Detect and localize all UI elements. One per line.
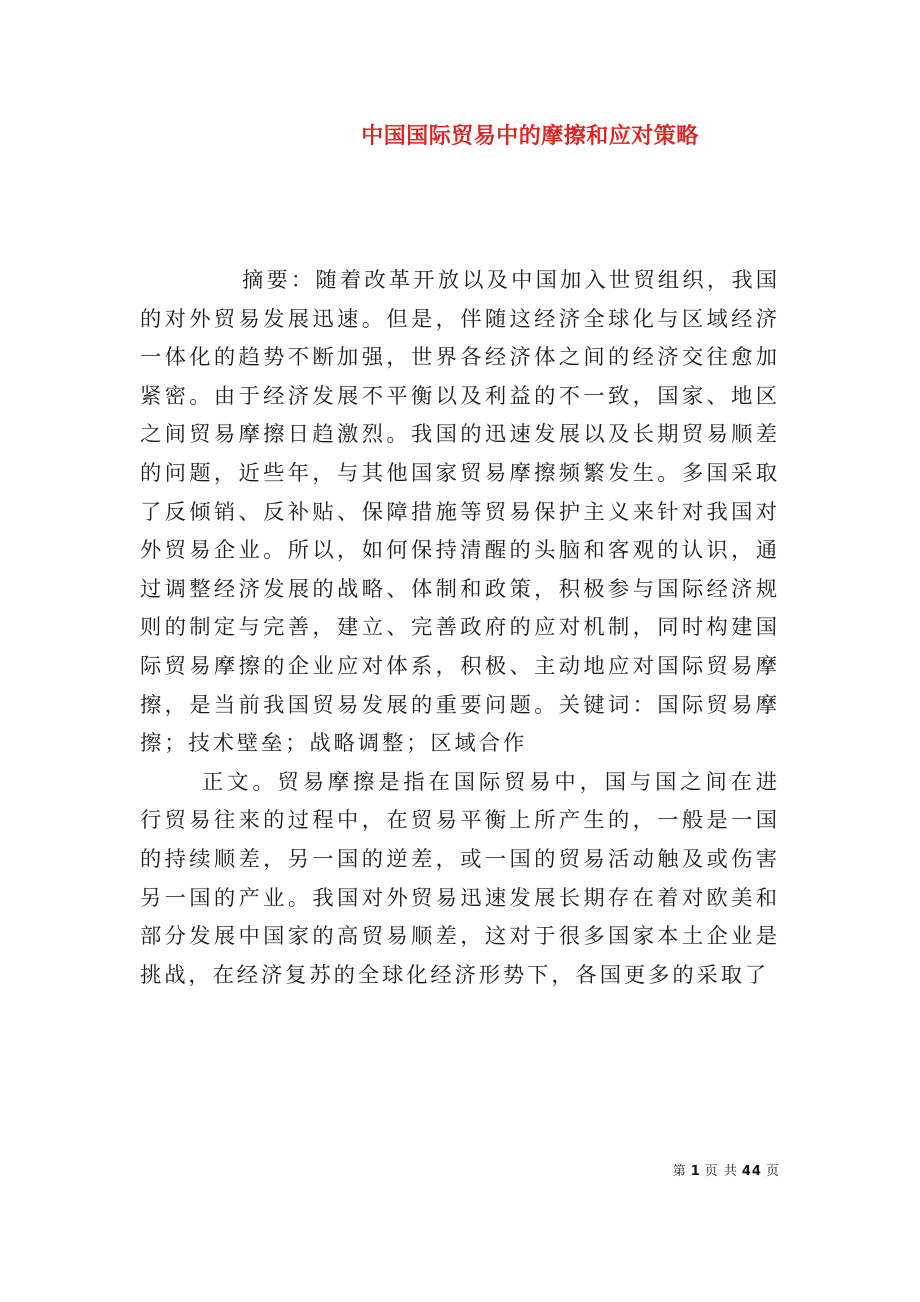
- footer-total-pages: 44: [741, 1164, 762, 1179]
- footer-middle: 页 共: [704, 1164, 738, 1179]
- main-text-paragraph: 正文。贸易摩擦是指在国际贸易中，国与国之间在进行贸易往来的过程中，在贸易平衡上所产生的，一般是一国的持续顺差，另一国的逆差，或一国的贸易活动触及或伤害另一国的产业。我国对外贸易迅速发展长期存在着对欧美和部分发展中国家的高贸易顺差，这对于很多国家本土企业是挑战，在经济复苏的全球化经济形势下，各国更多的采取了: [140, 769, 780, 988]
- document-body: [140, 262, 780, 995]
- footer-prefix: 第: [672, 1164, 687, 1179]
- abstract-paragraph: 摘要：随着改革开放以及中国加入世贸组织，我国的对外贸易发展迅速。但是，伴随这经济全球化与区域经济一体化的趋势不断加强，世界各经济体之间的经济交往愈加紧密。由于经济发展不平衡以及利益的不一致，国家、地区之间贸易摩擦日趋激烈。我国的迅速发展以及长期贸易顺差的问题，近些年，与其他国家贸易摩擦频繁发生。多国采取了反倾销、反补贴、保障措施等贸易保护主义来针对我国对外贸易企业。所以，如何保持清醒的头脑和客观的认识，通过调整经济发展的战略、体制和政策，积极参与国际经济规则的制定与完善，建立、完善政府的应对机制，同时构建国际贸易摩擦的企业应对体系，积极、主动地应对国际贸易摩擦，是当前我国贸易发展的重要问题。关键词：国际贸易摩擦；技术壁垒；战略调整；区域合作: [140, 268, 780, 757]
- footer-suffix: 页: [765, 1164, 780, 1179]
- footer-page-number: 1: [690, 1164, 701, 1179]
- document-title: 中国国际贸易中的摩擦和应对策略: [361, 123, 699, 149]
- page-footer: [673, 1163, 780, 1181]
